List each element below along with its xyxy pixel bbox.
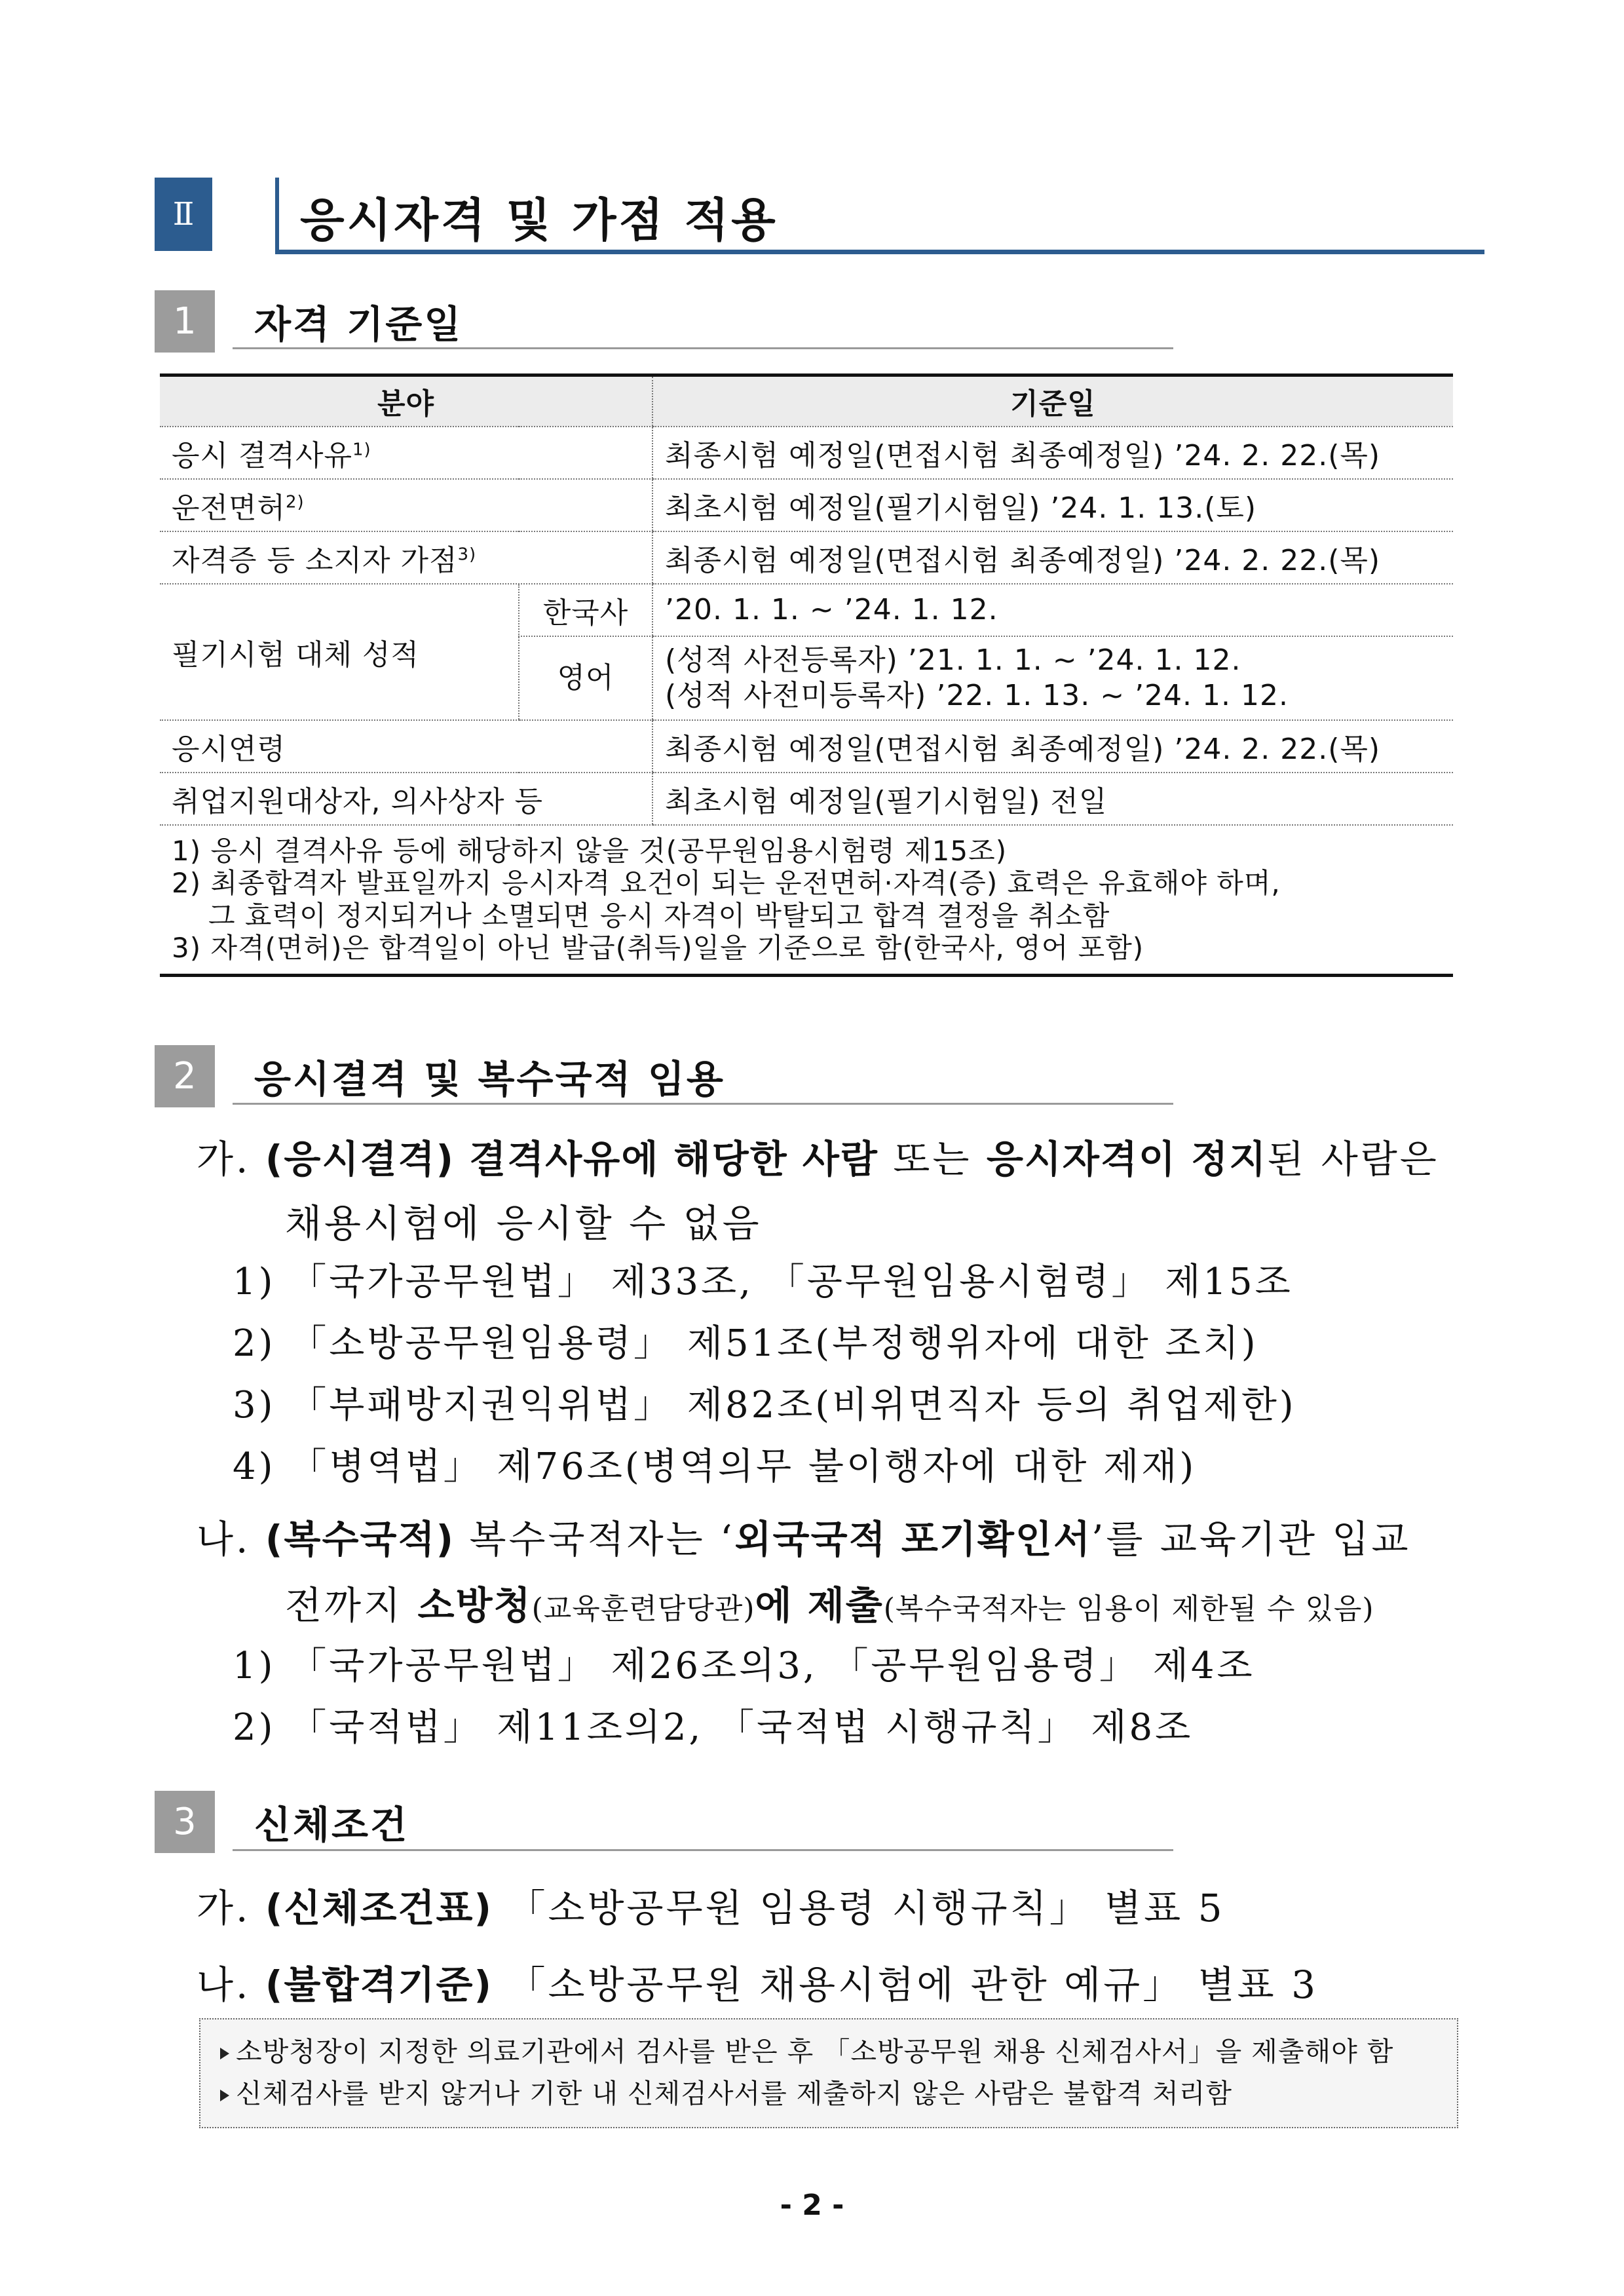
law-item: 1) 「국가공무원법」 제26조의3, 「공무원임용령」 제4조: [233, 1645, 1255, 1687]
row-field-written-substitute: 필기시험 대체 성적: [160, 584, 519, 720]
chapter-divider: [275, 178, 279, 251]
row-field: 운전면허$^{2)}$: [160, 479, 652, 531]
row-date: 최초시험 예정일(필기시험일) ’24. 1. 13.(토): [652, 479, 1453, 531]
row-field: 자격증 등 소지자 가점$^{3)}$: [160, 531, 652, 584]
row-date: (성적 사전등록자) ’21. 1. 1. ~ ’24. 1. 12. (성적 사전미등록자) ’22. 1. 13. ~ ’24. 1. 12.: [652, 636, 1453, 720]
header-date: 기준일: [652, 375, 1453, 427]
row-field: 취업지원대상자, 의사상자 등: [160, 773, 652, 825]
row-field: 응시 결격사유$^{1)}$: [160, 427, 652, 479]
table-notes-row: [160, 825, 1453, 976]
law-item: 1) 「국가공무원법」 제33조, 「공무원임용시험령」 제15조: [233, 1261, 1293, 1303]
law-item: 2) 「소방공무원임용령」 제51조(부정행위자에 대한 조치): [233, 1322, 1258, 1365]
table-row: [160, 479, 1453, 531]
ga-disqualification-line: 가. (응시결격) 결격사유에 해당한 사람 또는 응시자격이 정지된 사람은: [197, 1137, 1439, 1181]
qualification-date-table: [160, 373, 1453, 977]
na-dual-nationality-line-2: 전까지 소방청(교육훈련담당관)에 제출(복수국적자는 임용이 제한될 수 있음): [285, 1583, 1374, 1628]
ga-disqualification-line-2: 채용시험에 응시할 수 없음: [285, 1201, 762, 1246]
law-item: 4) 「병역법」 제76조(병역의무 불이행자에 대한 제재): [233, 1445, 1197, 1488]
notice-item: 신체검사를 받지 않거나 기한 내 신체검사서를 제출하지 않은 사람은 불합격 처리함: [220, 2073, 1437, 2115]
row-date: ’20. 1. 1. ~ ’24. 1. 12.: [652, 584, 1453, 636]
triangle-bullet-icon: [220, 2048, 229, 2059]
section-3-number: 3: [155, 1791, 215, 1853]
law-item: 3) 「부패방지권익위법」 제82조(비위면직자 등의 취업제한): [233, 1384, 1296, 1426]
triangle-bullet-icon: [220, 2090, 229, 2101]
table-header-row: [160, 375, 1453, 427]
section-3-title: 신체조건: [254, 1803, 409, 1847]
section-2-title: 응시결격 및 복수국적 임용: [254, 1057, 725, 1101]
row-date: 최종시험 예정일(면접시험 최종예정일) ’24. 2. 22.(목): [652, 531, 1453, 584]
table-footnotes: 1) 응시 결격사유 등에 해당하지 않을 것(공무원임용시험령 제15조) 2) 최종합격자 발표일까지 응시자격 요건이 되는 운전면허·자격(증) 효력은 유효해야 하며, 그 효력이 정지되거나 소멸되면 응시 자격이 박탈되고 합격 결정을 취소함 3) 자격(면허)은 합격일이 아닌 발급(취득)일을 기준으로 함(한국사, 영어 포함): [160, 825, 1453, 976]
ga-physical-standard-line: 가. (신체조건표) 「소방공무원 임용령 시행규칙」 별표 5: [197, 1886, 1225, 1930]
notice-item: 소방청장이 지정한 의료기관에서 검사를 받은 후 「소방공무원 채용 신체검사서」을 제출해야 함: [220, 2031, 1437, 2073]
table-row: [160, 531, 1453, 584]
section-3-underline: [233, 1849, 1173, 1851]
table-row: [160, 720, 1453, 773]
table-row: [160, 427, 1453, 479]
row-field: 응시연령: [160, 720, 652, 773]
row-date: 최초시험 예정일(필기시험일) 전일: [652, 773, 1453, 825]
na-dual-nationality-line: 나. (복수국적) 복수국적자는 ‘외국국적 포기확인서’를 교육기관 입교: [197, 1517, 1411, 1561]
law-item: 2) 「국적법」 제11조의2, 「국적법 시행규칙」 제8조: [233, 1706, 1194, 1749]
table-row: [160, 773, 1453, 825]
page-number: - 2 -: [780, 2189, 844, 2222]
section-2-number: 2: [155, 1045, 215, 1107]
row-date: 최종시험 예정일(면접시험 최종예정일) ’24. 2. 22.(목): [652, 427, 1453, 479]
chapter-number: Ⅱ: [155, 178, 212, 251]
header-field: 분야: [160, 375, 652, 427]
chapter-title: 응시자격 및 가점 적용: [300, 193, 778, 247]
physical-exam-notice: [199, 2018, 1458, 2128]
section-1-title: 자격 기준일: [254, 302, 463, 347]
section-1-number: 1: [155, 290, 215, 353]
row-date: 최종시험 예정일(면접시험 최종예정일) ’24. 2. 22.(목): [652, 720, 1453, 773]
section-1-underline: [233, 347, 1173, 349]
table-row: [160, 584, 1453, 636]
row-sub-history: 한국사: [519, 584, 652, 636]
row-sub-english: 영어: [519, 636, 652, 720]
section-2-underline: [233, 1103, 1173, 1105]
chapter-underline: [275, 250, 1484, 254]
na-fail-standard-line: 나. (불합격기준) 「소방공무원 채용시험에 관한 예규」 별표 3: [197, 1962, 1319, 2007]
